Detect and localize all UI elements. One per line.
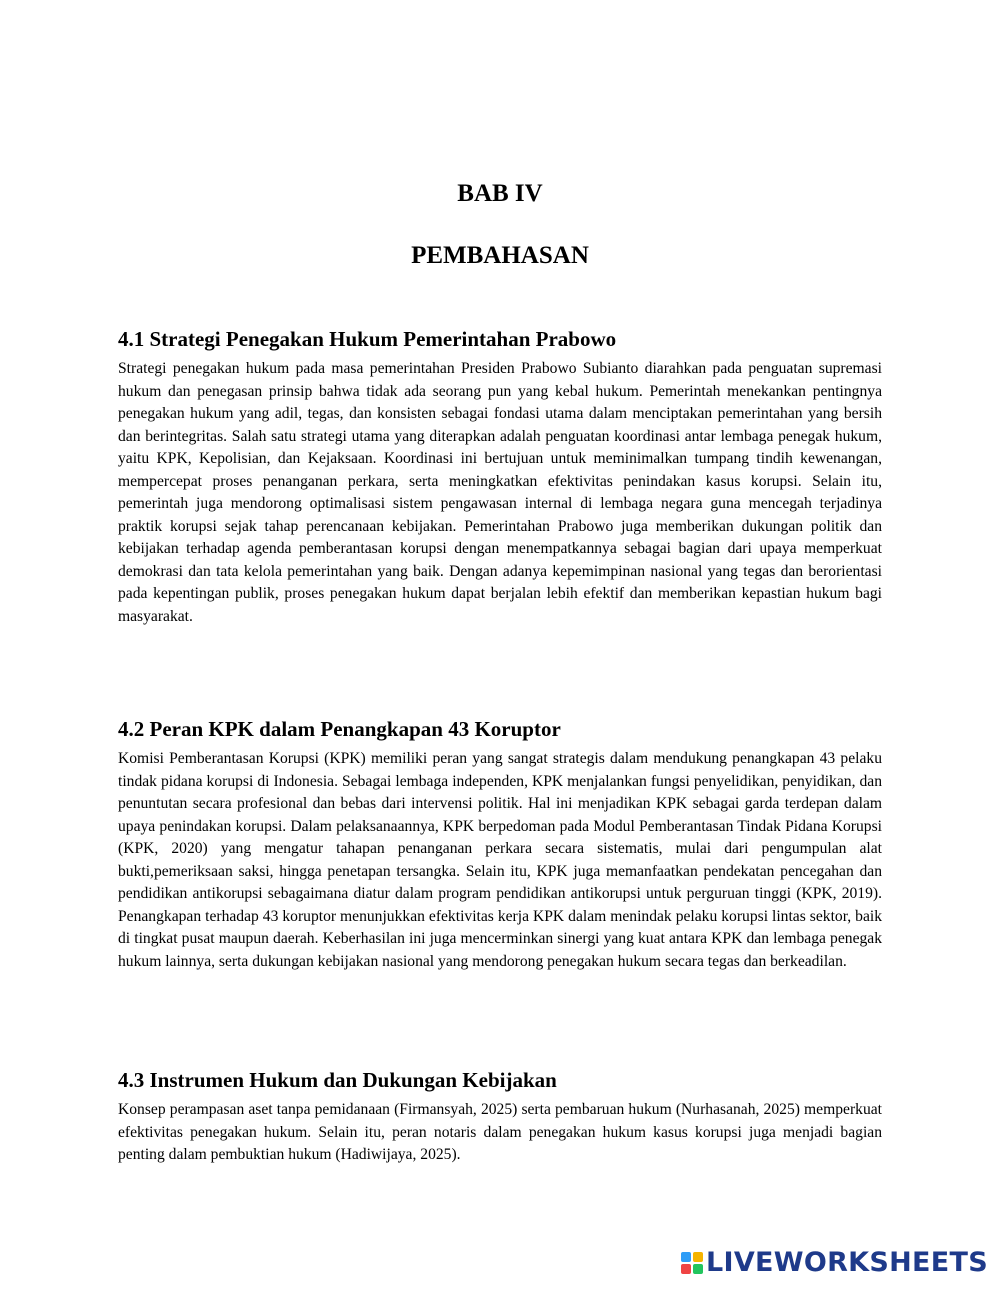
section-paragraph: Komisi Pemberantasan Korupsi (KPK) memiliki peran yang sangat strategis dalam mendukung penangkapan 43 pelaku tindak pidana korupsi di Indonesia. Sebagai lembaga independen, KPK menjalankan fungsi penyelidikan, penyidikan, dan penuntutan secara profesional dan bebas dari intervensi politik. Hal ini menjadikan KPK sebagai garda terdepan dalam upaya penindakan korupsi. Dalam pelaksanaannya, KPK berpedoman pada Modul Pemberantasan Tindak Pidana Korupsi (KPK, 2020) yang mengatur tahapan penanganan perkara secara sistematis, mulai dari pengumpulan alat bukti,pemeriksaan saksi, hingga penetapan tersangka. Selain itu, KPK juga memanfaatkan pendekatan pencegahan dan pendidikan antikorupsi sebagaimana diatur dalam program pendidikan antikorupsi untuk perguruan tinggi (KPK, 2019). Penangkapan terhadap 43 koruptor menunjukkan efektivitas kerja KPK dalam menindak pelaku korupsi lintas sektor, baik di tingkat pusat maupun daerah. Keberhasilan ini juga mencerminkan sinergi yang kuat antara KPK dan lembaga penegak hukum lainnya, serta dukungan kebijakan nasional yang mendorong penegakan hukum secara tegas dan berkeadilan. (118, 750, 882, 970)
logo-square-green (693, 1264, 703, 1274)
section-heading: 4.2 Peran KPK dalam Penangkapan 43 Koruptor (118, 717, 561, 741)
section-4-3 (118, 1067, 882, 1167)
section-4-2 (118, 716, 882, 973)
section-paragraph: Konsep perampasan aset tanpa pemidanaan (Firmansyah, 2025) serta pembaruan hukum (Nurhasanah, 2025) memperkuat efektivitas penegakan hukum. Selain itu, peran notaris dalam penegakan hukum kasus korupsi juga menjadi bagian penting dalam pembuktian hukum (Hadiwijaya, 2025). (118, 1101, 882, 1163)
section-heading: 4.1 Strategi Penegakan Hukum Pemerintahan Prabowo (118, 327, 617, 351)
section-heading: 4.3 Instrumen Hukum dan Dukungan Kebijakan (118, 1068, 557, 1092)
watermark-text: LIVEWORKSHEETS (705, 1247, 988, 1278)
logo-square-red (681, 1264, 691, 1274)
chapter-title: PEMBAHASAN (411, 242, 589, 269)
section-4-1 (118, 326, 882, 628)
logo-square-yellow (693, 1252, 703, 1262)
chapter-label: BAB IV (457, 180, 543, 207)
liveworksheets-logo-icon (681, 1252, 703, 1274)
liveworksheets-watermark (681, 1248, 988, 1278)
logo-square-blue (681, 1252, 691, 1262)
section-paragraph: Strategi penegakan hukum pada masa pemerintahan Presiden Prabowo Subianto diarahkan pada penguatan supremasi hukum dan penegasan prinsip bahwa tidak ada seorang pun yang kebal hukum. Pemerintah menekankan pentingnya penegakan hukum yang adil, tegas, dan konsisten sebagai fondasi utama dalam menciptakan pemerintahan yang bersih dan berintegritas. Salah satu strategi utama yang diterapkan adalah penguatan koordinasi antar lembaga penegak hukum, yaitu KPK, Kepolisian, dan Kejaksaan. Koordinasi ini bertujuan untuk meminimalkan tumpang tindih kewenangan, mempercepat proses penanganan perkara, serta meningkatkan efektivitas penindakan kasus korupsi. Selain itu, pemerintah juga mendorong optimalisasi sistem pengawasan internal di lembaga negara guna mencegah terjadinya praktik korupsi sejak tahap perencanaan kebijakan. Pemerintahan Prabowo juga memberikan dukungan politik dan kebijakan terhadap agenda pemberantasan korupsi dengan menempatkannya sebagai bagian dari upaya memperkuat demokrasi dan tata kelola pemerintahan yang baik. Dengan adanya kepemimpinan nasional yang tegas dan berorientasi pada kepentingan publik, proses penegakan hukum dapat berjalan lebih efektif dan memberikan kepastian hukum bagi masyarakat. (118, 360, 882, 625)
